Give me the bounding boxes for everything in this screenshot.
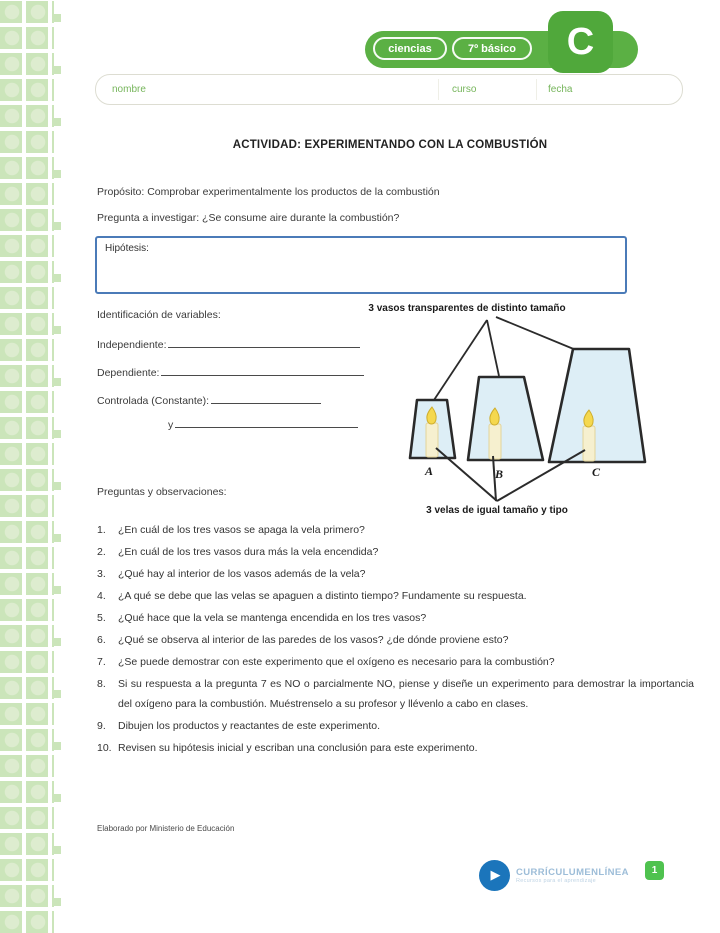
question-item: 6. ¿Qué se observa al interior de las paredes de los vasos? ¿de dónde proviene esto?: [97, 634, 509, 646]
page-title: ACTIVIDAD: EXPERIMENTANDO CON LA COMBUSTIÓN: [232, 139, 548, 151]
diagram-bottom-caption: 3 velas de igual tamaño y tipo: [426, 505, 568, 516]
candle-b: [489, 408, 501, 459]
glass-c: [549, 349, 645, 462]
candle-c: [583, 410, 595, 461]
question-item: 8. Si su respuesta a la pregunta 7 es NO o parcialmente NO, piense y diseñe un experimento para demostrar la importancia del oxígeno para la combustión. Muéstrenselo a su profesor y llévenlo a cabo en clases.: [97, 678, 694, 710]
student-info-bar[interactable]: [95, 74, 683, 105]
nombre-field-label: nombre: [112, 84, 146, 95]
independiente-label: Independiente:: [97, 339, 167, 351]
logo-tagline: Recursos para el aprendizaje: [516, 877, 596, 884]
glass-a-label: A: [424, 464, 434, 478]
question-item: 3. ¿Qué hay al interior de los vasos además de la vela?: [97, 568, 366, 580]
preguntas-list: [97, 520, 694, 760]
glass-b-label: B: [494, 467, 504, 481]
variable-dependiente-line: [97, 364, 364, 379]
decorative-side-ticks: [54, 14, 61, 933]
y-label: y: [168, 419, 174, 431]
question-item: 2. ¿En cuál de los tres vasos dura más la vela encendida?: [97, 546, 379, 558]
controlada-blank[interactable]: [211, 392, 321, 404]
decorative-side-pattern: [0, 0, 54, 933]
curso-field-label: curso: [452, 84, 477, 95]
variables-heading: Identificación de variables:: [97, 309, 221, 321]
curriculum-en-linea-logo[interactable]: [479, 858, 629, 892]
question-item: 1. ¿En cuál de los tres vasos se apaga la vela primero?: [97, 524, 365, 536]
independiente-blank[interactable]: [168, 336, 360, 348]
preguntas-heading: Preguntas y observaciones:: [97, 486, 227, 498]
ciencias-letter-badge: C: [548, 11, 613, 73]
divider: [536, 79, 537, 100]
glass-b: [468, 377, 543, 460]
grade-label: 7º básico: [452, 37, 532, 60]
candle-glasses-diagram: [345, 298, 695, 520]
diagram-top-caption: 3 vasos transparentes de distinto tamaño: [368, 303, 566, 314]
logo-text: [516, 867, 629, 884]
hipotesis-label: Hipótesis:: [105, 243, 149, 254]
controlada-label: Controlada (Constante):: [97, 395, 210, 407]
divider: [438, 79, 439, 100]
pregunta-investigar-text: Pregunta a investigar: ¿Se consume aire durante la combustión?: [97, 212, 400, 224]
question-item: 9. Dibujen los productos y reactantes de este experimento.: [97, 720, 381, 732]
proposito-text: Propósito: Comprobar experimentalmente los productos de la combustión: [97, 186, 440, 198]
dependiente-label: Dependiente:: [97, 367, 160, 379]
logo-name: CURRÍCULUMENLÍNEA: [516, 866, 629, 878]
hipotesis-answer-box[interactable]: [95, 236, 627, 294]
credit-text: Elaborado por Ministerio de Educación: [97, 824, 235, 833]
variable-y-line: [168, 416, 358, 431]
y-blank[interactable]: [175, 416, 358, 428]
subject-label: ciencias: [373, 37, 447, 60]
glass-c-label: C: [591, 465, 601, 479]
question-item: 4. ¿A qué se debe que las velas se apaguen a distinto tiempo? Fundamente su respuesta.: [97, 590, 527, 602]
question-item: 10. Revisen su hipótesis inicial y escriban una conclusión para este experimento.: [97, 742, 478, 754]
question-item: 7. ¿Se puede demostrar con este experimento que el oxígeno es necesario para la combustión?: [97, 656, 555, 668]
question-item: 5. ¿Qué hace que la vela se mantenga encendida en los tres vasos?: [97, 612, 427, 624]
play-icon: ▶: [479, 860, 510, 891]
fecha-field-label: fecha: [548, 84, 573, 95]
variable-independiente-line: [97, 336, 360, 351]
candle-a: [426, 407, 438, 457]
dependiente-blank[interactable]: [161, 364, 364, 376]
page-number-badge: 1: [645, 861, 664, 880]
variable-controlada-line: [97, 392, 321, 407]
